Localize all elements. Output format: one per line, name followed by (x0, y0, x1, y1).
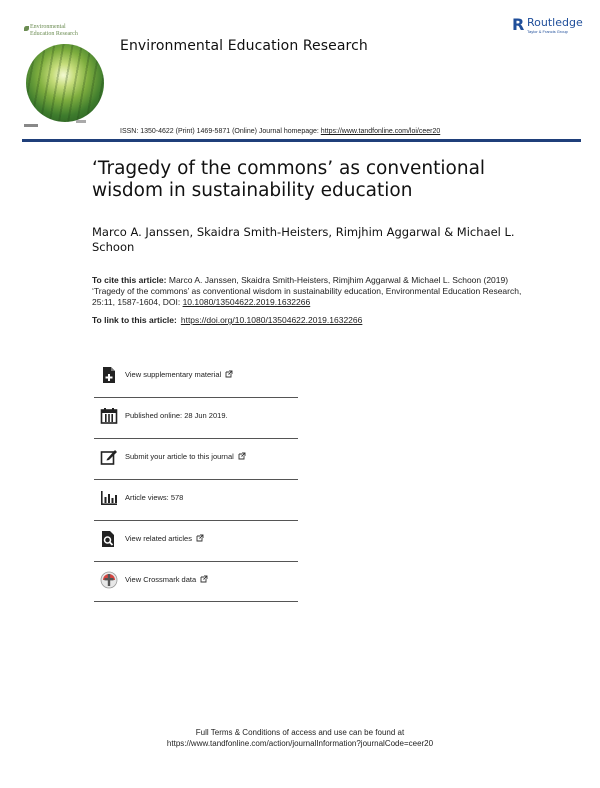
info-row-label: View Crossmark data (125, 575, 208, 584)
info-row-label: Published online: 28 Jun 2019. (125, 411, 228, 420)
article-views-row (94, 478, 298, 518)
calendar-icon (100, 407, 118, 425)
journal-homepage-link[interactable]: https://www.tandfonline.com/loi/ceer20 (320, 128, 441, 135)
external-link-icon (225, 370, 233, 378)
submit-article-row[interactable] (94, 437, 298, 477)
forest-canopy-image (26, 44, 104, 122)
crossmark-row[interactable] (94, 560, 298, 600)
external-link-icon (238, 452, 246, 460)
publisher-logo[interactable] (512, 16, 587, 40)
cite-text: Marco A. Janssen, Skaidra Smith-Heisters, Rimjhim Aggarwal & Michael L. Schoon (2019) ‘Tragedy of the commons’ as conventional wisdom in sustainability education, Environmental Education Research, 25:11, 1587-1604, DOI: (92, 275, 522, 307)
cover-journal-title: Environmental Education Research (30, 24, 78, 37)
cover-mark (24, 124, 38, 127)
publisher-name: Routledge (527, 16, 583, 29)
crossmark-icon (100, 571, 118, 589)
cover-mark (76, 120, 86, 123)
issn-text: ISSN: 1350-4622 (Print) 1469-5871 (Online) Journal homepage: (120, 128, 321, 135)
article-doi-url[interactable]: https://doi.org/10.1080/13504622.2019.1632266 (180, 315, 363, 325)
row-divider (94, 601, 298, 602)
bar-chart-icon (100, 489, 118, 507)
leaf-icon (24, 26, 29, 31)
info-row-label: View supplementary material (125, 370, 233, 379)
info-row-label: Article views: 578 (125, 493, 184, 502)
supplementary-material-row[interactable] (94, 355, 298, 395)
related-articles-icon (100, 530, 118, 548)
citation-block (92, 275, 532, 308)
info-row-label: View related articles (125, 534, 204, 543)
footer-journal-info-link[interactable]: https://www.tandfonline.com/action/journalInformation?journalCode=ceer20 (166, 739, 434, 748)
link-label: To link to this article: (92, 315, 177, 325)
article-link-block (92, 315, 362, 325)
article-authors: Marco A. Janssen, Skaidra Smith-Heisters, Rimjhim Aggarwal & Michael L. Schoon (92, 225, 515, 254)
journal-title[interactable]: Environmental Education Research (120, 38, 368, 54)
submit-article-icon (100, 448, 118, 466)
doi-link[interactable]: 10.1080/13504622.2019.1632266 (182, 297, 311, 307)
cite-label: To cite this article: (92, 275, 167, 285)
external-link-icon (200, 575, 208, 583)
external-link-icon (196, 534, 204, 542)
info-row-label: Submit your article to this journal (125, 452, 246, 461)
footer-text: Full Terms & Conditions of access and use can be found at (195, 728, 405, 737)
supplementary-material-icon (100, 366, 118, 384)
related-articles-row[interactable] (94, 519, 298, 559)
footer-terms (0, 727, 600, 749)
published-online-row (94, 396, 298, 436)
issn-line (120, 128, 440, 135)
header-divider (22, 139, 581, 142)
routledge-r-icon: R (512, 15, 525, 34)
publisher-subtitle: Taylor & Francis Group (527, 29, 568, 34)
article-title: ‘Tragedy of the commons’ as conventional wisdom in sustainability education (92, 158, 486, 201)
journal-cover-image (22, 22, 110, 132)
